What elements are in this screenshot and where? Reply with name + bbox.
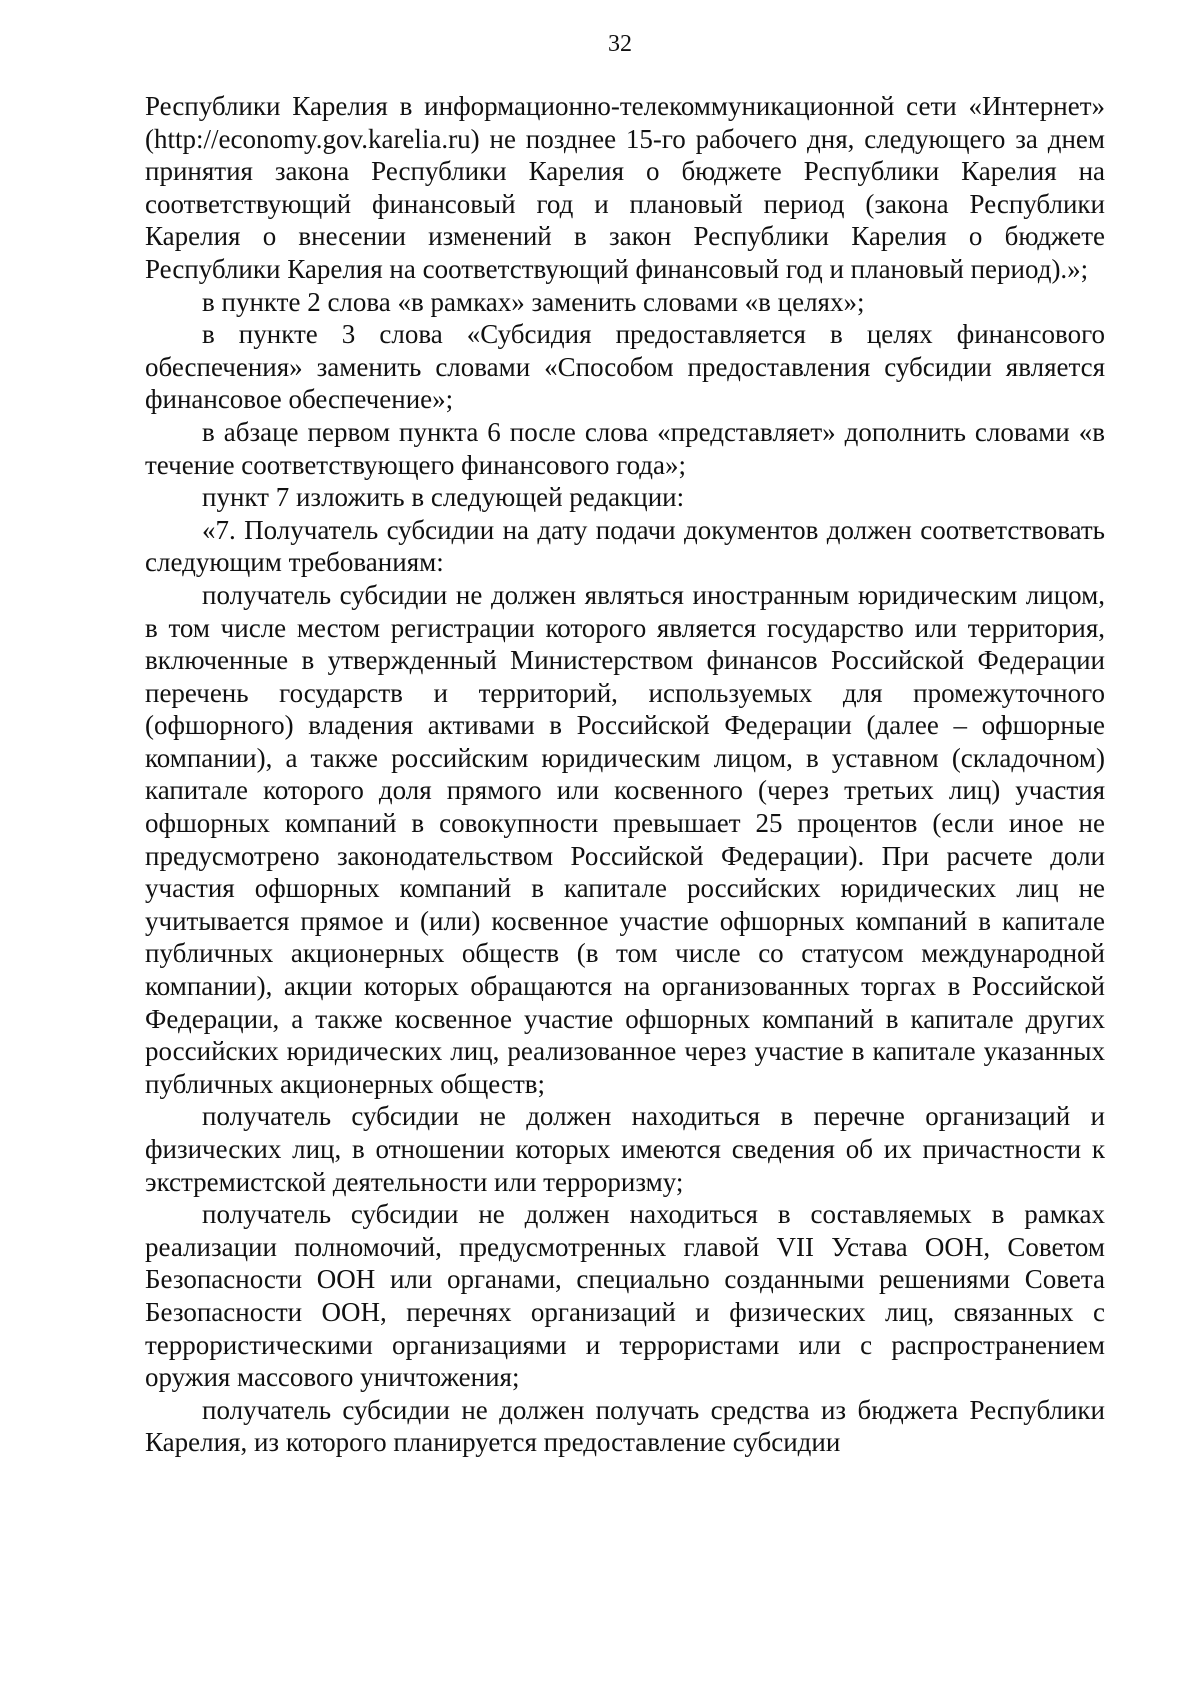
paragraph-extremism-requirement: получатель субсидии не должен находиться в перечне организаций и физических лиц, в отношении которых имеются сведения об их причастности к экстремистской деятельности или терроризму; (145, 1101, 1105, 1197)
paragraph-offshore-requirement: получатель субсидии не должен являться иностранным юридическим лицом, в том числе местом регистрации которого является государство или территория, включенные в утвержденный Министерством финансов Российской Федерации перечень государств и территорий, используемых для промежуточного (офшорного) владения активами в Российской Федерации (далее – офшорные компании), а также российским юридическим лицом, в уставном (складочном) капитале которого доля прямого или косвенного (через третьих лиц) участия офшорных компаний в совокупности превышает 25 процентов (если иное не предусмотрено законодательством Российской Федерации). При расчете доли участия офшорных компаний в капитале российских юридических лиц не учитывается прямое и (или) косвенное участие офшорных компаний в капитале публичных акционерных обществ (в том числе со статусом международной компании), акции которых обращаются на организованных торгах в Российской Федерации, а также косвенное участие офшорных компаний в капитале других российских юридических лиц, реализованное через участие в капитале указанных публичных акционерных обществ; (145, 579, 1105, 1099)
paragraph-point-3: в пункте 3 слова «Субсидия предоставляется в целях финансового обеспечения» заменить словами «Способом предоставления субсидии является финансовое обеспечение»; (145, 319, 1105, 415)
continuation-paragraph: Республики Карелия в информационно-телекоммуникационной сети «Интернет» (http://economy.gov.karelia.ru) не позднее 15-го рабочего дня, следующего за днем принятия закона Республики Карелия о бюджете Республики Карелия на соответствующий финансовый год и плановый период (закона Республики Карелия о внесении изменений в закон Республики Карелия о бюджете Республики Карелия на соответствующий финансовый год и плановый период).»; (145, 91, 1105, 284)
paragraph-point-6: в абзаце первом пункта 6 после слова «представляет» дополнить словами «в течение соответствующего финансового года»; (145, 416, 1105, 480)
paragraph-point-7-text: «7. Получатель субсидии на дату подачи документов должен соответствовать следующим требованиям: (145, 514, 1105, 578)
paragraph-budget-requirement: получатель субсидии не должен получать средства из бюджета Республики Карелия, из которого планируется предоставление субсидии (145, 1394, 1105, 1458)
paragraph-point-7-intro: пункт 7 изложить в следующей редакции: (202, 482, 685, 513)
paragraph-un-requirement: получатель субсидии не должен находиться в составляемых в рамках реализации полномочий, предусмотренных главой VII Устава ООН, Советом Безопасности ООН или органами, специально созданными решениями Совета Безопасности ООН, перечнях организаций и физических лиц, связанных с террористическими организациями и террористами или с распространением оружия массового уничтожения; (145, 1199, 1105, 1393)
paragraph-point-2: в пункте 2 слова «в рамках» заменить словами «в целях»; (202, 286, 865, 317)
document-body (145, 90, 1105, 1459)
page-number: 32 (608, 31, 632, 57)
